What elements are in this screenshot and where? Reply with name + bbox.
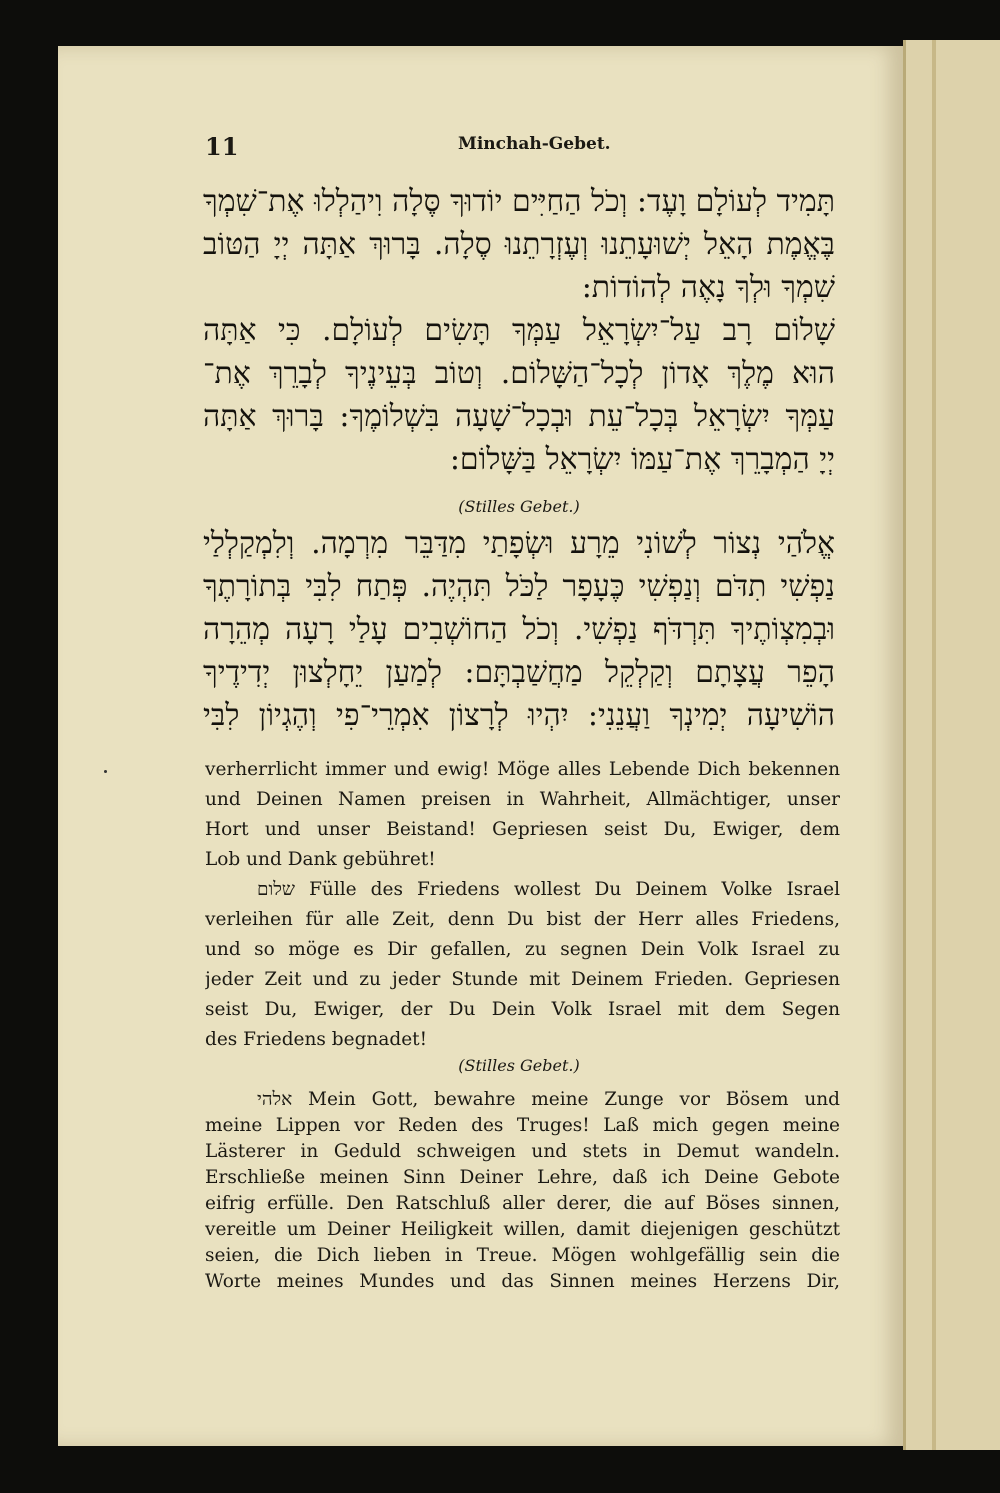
hebrew-line: אֱלֹהַי נְצוֹר לְשׁוֹנִי מֵרָע וּשְׂפָתַי מִדַּבֵּר מִרְמָה. וְלִמְקַלְלַי	[203, 526, 835, 561]
next-page-edge	[903, 40, 1000, 1450]
ink-speck	[104, 770, 107, 773]
german-line: und so möge es Dir gefallen, zu segnen Dein Volk Israel zu	[205, 939, 840, 960]
running-title: Minchah-Gebet.	[458, 134, 611, 154]
section-label: (Stilles Gebet.)	[458, 497, 580, 516]
hebrew-line: בֶּאֱמֶת הָאֵל יְשׁוּעָתֵנוּ וְעֶזְרָתֵנוּ סֶלָה. בָּרוּךְ אַתָּה יְיָ הַטּוֹב	[203, 227, 835, 262]
hebrew-line: הָפֵר עֲצָתָם וְקַלְקֵל מַחֲשַׁבְתָּם: לְמַעַן יֵחָלְצוּן יְדִידֶיךָ	[203, 655, 835, 690]
german-line: Erschließe meinen Sinn Deiner Lehre, daß ich Deine Gebote	[205, 1167, 840, 1188]
section-label: (Stilles Gebet.)	[458, 1056, 580, 1075]
german-line: Hort und unser Beistand! Gepriesen seist Du, Ewiger, dem	[205, 819, 840, 840]
hebrew-line: עַמְּךָ יִשְׂרָאֵל בְּכָל־עֵת וּבְכָל־שָׁעָה בִּשְׁלוֹמֶךָ: בָּרוּךְ אַתָּה	[203, 399, 835, 434]
german-line: Worte meines Mundes und das Sinnen meines Herzens Dir,	[205, 1271, 840, 1292]
page-fold-line	[932, 40, 936, 1450]
hebrew-line: וּבְמִצְוֹתֶיךָ תִּרְדֹּף נַפְשִׁי. וְכֹל הַחוֹשְׁבִים עָלַי רָעָה מְהֵרָה	[203, 612, 835, 647]
hebrew-line: שָׁלוֹם רָב עַל־יִשְׂרָאֵל עַמְּךָ תָּשִׂים לְעוֹלָם. כִּי אַתָּה	[203, 313, 835, 348]
german-line: seien, die Dich lieben in Treue. Mögen wohlgefällig sein die	[205, 1245, 840, 1266]
page-number: 11	[205, 132, 239, 161]
german-line: meine Lippen vor Reden des Truges! Laß mich gegen meine	[205, 1115, 840, 1136]
german-line: verherrlicht immer und ewig! Möge alles Lebende Dich bekennen	[205, 759, 840, 780]
german-line: אלהי Mein Gott, bewahre meine Zunge vor Bösem und	[257, 1089, 840, 1110]
hebrew-line: יְיָ הַמְבָרֵךְ אֶת־עַמּוֹ יִשְׂרָאֵל בַּשָּׁלוֹם:	[449, 442, 835, 477]
german-line: jeder Zeit und zu jeder Stunde mit Deinem Frieden. Gepriesen	[205, 969, 840, 990]
hebrew-line: נַפְשִׁי תִדֹּם וְנַפְשִׁי כֶּעָפָר לַכֹּל תִּהְיֶה. פְּתַח לִבִּי בְּתוֹרָתֶךָ	[203, 569, 835, 604]
hebrew-line: תָּמִיד לְעוֹלָם וָעֶד: וְכֹל הַחַיִּים יוֹדוּךָ סֶּלָה וִיהַלְלוּ אֶת־שִׁמְךָ	[203, 184, 835, 219]
german-line: des Friedens begnadet!	[205, 1029, 428, 1050]
german-line: und Deinen Namen preisen in Wahrheit, Allmächtiger, unser	[205, 789, 840, 810]
german-line: seist Du, Ewiger, der Du Dein Volk Israel mit dem Segen	[205, 999, 840, 1020]
hebrew-line: הוֹשִׁיעָה יְמִינְךָ וַעֲנֵנִי: יִהְיוּ לְרָצוֹן אִמְרֵי־פִי וְהֶגְיוֹן לִבִּי	[203, 698, 835, 733]
german-line: Lob und Dank gebühret!	[205, 849, 436, 870]
hebrew-line: שִׁמְךָ וּלְךָ נָאֶה לְהוֹדוֹת:	[581, 270, 835, 305]
german-line: שלום Fülle des Friedens wollest Du Deinem Volke Israel	[257, 879, 840, 900]
german-line: eifrig erfülle. Den Ratschluß aller derer, die auf Böses sinnen,	[205, 1193, 840, 1214]
hebrew-line: הוּא מֶלֶךְ אָדוֹן לְכָל־הַשָּׁלוֹם. וְטוֹב בְּעֵינֶיךָ לְבָרֵךְ אֶת־	[203, 356, 835, 391]
german-line: Lästerer in Geduld schweigen und stets in Demut wandeln.	[205, 1141, 840, 1162]
german-line: vereitle um Deiner Heiligkeit willen, damit diejenigen geschützt	[205, 1219, 840, 1240]
german-line: verleihen für alle Zeit, denn Du bist der Herr alles Friedens,	[205, 909, 840, 930]
